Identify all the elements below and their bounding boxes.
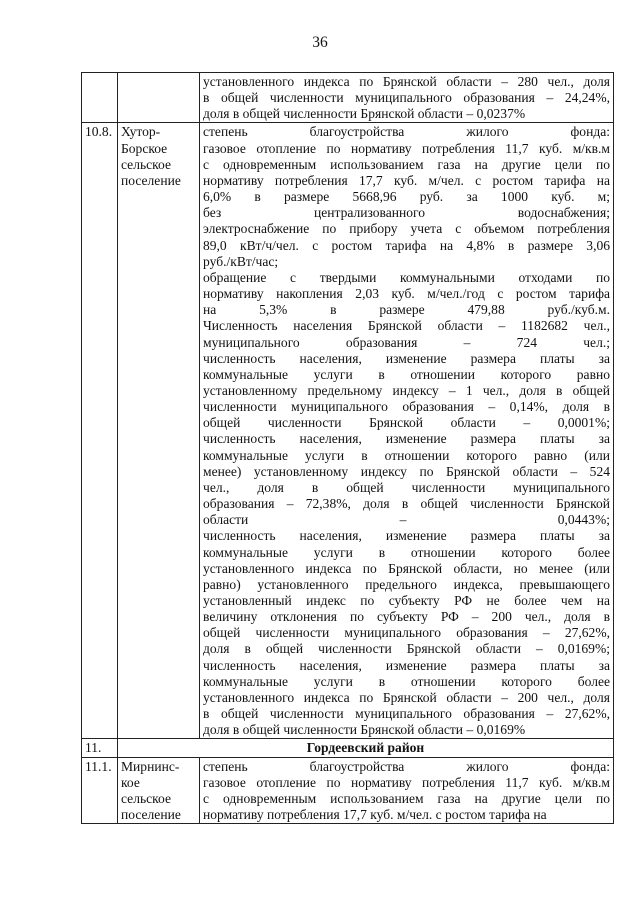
settlement-name-line: сельское [121, 790, 171, 806]
row-number: 11. [82, 739, 118, 757]
description-line: газовое отопление по нормативу потребления 11,7 куб. м/кв.м [203, 774, 610, 790]
description-line: общей численности Брянской области – 0,0001%; [203, 415, 610, 431]
description-line: муниципального образования – 724 чел.; [203, 334, 610, 350]
description-line: без централизованного водоснабжения; [203, 205, 610, 221]
description-line: численность населения, изменение размера платы за [203, 431, 610, 447]
district-heading: Гордеевский район [118, 739, 614, 757]
description-line: установленного индекса по Брянской области – 200 чел., доля [203, 689, 610, 705]
page-number: 36 [312, 34, 328, 51]
row-number: 10.8. [82, 123, 118, 739]
description-line: с одновременным использованием газа на другие цели по [203, 156, 610, 172]
description-line: коммунальные услуги в отношении которого более [203, 673, 610, 689]
description-line: Численность населения Брянской области – 1182682 чел., [203, 318, 610, 334]
description-line: нормативу накопления 2,03 куб. м/чел./год с ростом тарифа [203, 286, 610, 302]
description-line: чел., доля в общей численности муниципального [203, 479, 610, 495]
description-line: руб./кВт/час; [203, 253, 279, 269]
description-line: области – 0,0443%; [203, 512, 610, 528]
table-row [82, 123, 614, 739]
description-line: в общей численности муниципального образования – 24,24%, [203, 90, 610, 106]
description-line: общей численности муниципального образования – 27,62%, [203, 625, 610, 641]
settlement-name [118, 757, 200, 824]
table-row [82, 73, 614, 123]
description-line: обращение с твердыми коммунальными отходами по [203, 269, 610, 285]
description-line: установленного индекса по Брянской области – 280 чел., доля [203, 74, 610, 89]
description-line: установленный индекс по субъекту РФ не более чем на [203, 593, 610, 608]
settlement-name-line: Хутор- [121, 124, 161, 140]
description-line: величину отклонения по субъекту РФ – 200 чел., доля в [203, 609, 610, 625]
tariff-table-body [82, 73, 614, 824]
description-line: коммунальные услуги в отношении которого равно (или [203, 447, 610, 463]
description-line: численности муниципального образования – 0,14%, доля в [203, 399, 610, 415]
description-line: на 5,3% в размере 479,88 руб./куб.м. [203, 302, 610, 318]
settlement-name-line: Мирнинс- [121, 758, 180, 774]
settlement-name [118, 73, 200, 123]
description-line: степень благоустройства жилого фонда: [203, 124, 610, 140]
description-line: степень благоустройства жилого фонда: [203, 758, 610, 774]
description-line: 6,0% в размере 5668,96 руб. за 1000 куб. м; [203, 189, 610, 205]
description-line: с одновременным использованием газа на другие цели по [203, 790, 610, 806]
description-line: коммунальные услуги в отношении которого более [203, 544, 610, 560]
description-line: менее) установленному индексу по Брянской области – 524 [203, 463, 610, 479]
tariff-table [81, 72, 614, 824]
description-line: электроснабжение по прибору учета с объемом потребления [203, 221, 610, 237]
table-row [82, 739, 614, 757]
description-line: установленному предельному индексу – 1 чел., доля в общей [203, 382, 610, 398]
description-cell [200, 757, 614, 824]
description-line: газовое отопление по нормативу потребления 11,7 куб. м/кв.м [203, 140, 610, 156]
description-line: доля в общей численности Брянской области – 0,0169%; [203, 641, 610, 657]
description-line: нормативу потребления 17,7 куб. м/чел. с ростом тарифа на [203, 172, 610, 188]
description-line: численность населения, изменение размера платы за [203, 657, 610, 673]
settlement-name-line: сельское [121, 156, 171, 172]
description-line: нормативу потребления 17,7 куб. м/чел. с ростом тарифа на [203, 807, 547, 823]
description-line: численность населения, изменение размера платы за [203, 528, 610, 544]
settlement-name-line: Борское [121, 140, 168, 156]
description-line: численность населения, изменение размера платы за [203, 350, 610, 366]
table-row [82, 757, 614, 824]
description-line: равно) установленного предельного индекса, превышающего [203, 576, 610, 592]
settlement-name-line: поселение [121, 807, 181, 823]
settlement-name [118, 123, 200, 739]
description-line: доля в общей численности Брянской области – 0,0169% [203, 722, 526, 738]
description-line: 89,0 кВт/ч/чел. с ростом тарифа на 4,8% в размере 3,06 [203, 237, 610, 253]
row-number [82, 73, 118, 123]
description-line: образования – 72,38%, доля в общей численности Брянской [203, 496, 610, 512]
description-cell [200, 73, 614, 123]
description-cell [200, 123, 614, 739]
row-number: 11.1. [82, 757, 118, 824]
description-line: доля в общей численности Брянской области – 0,0237% [203, 106, 526, 122]
description-line: коммунальные услуги в отношении которого равно [203, 366, 610, 382]
settlement-name-line: поселение [121, 172, 181, 188]
description-line: установленного индекса по Брянской области, но менее (или [203, 560, 610, 576]
description-line: в общей численности муниципального образования – 27,62%, [203, 706, 610, 722]
settlement-name-line: кое [121, 774, 140, 790]
